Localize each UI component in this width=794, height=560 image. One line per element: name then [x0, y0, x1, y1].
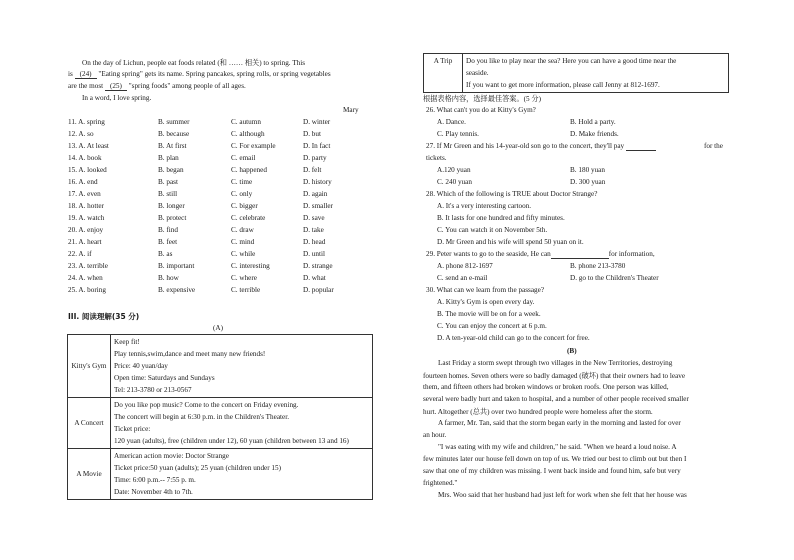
choice-option: C. although: [231, 130, 265, 138]
choice-option: B. important: [158, 262, 195, 270]
choice-option: B. began: [158, 166, 184, 174]
choice-option: B. expensive: [158, 286, 196, 294]
q26-option-c: C. Play tennis.: [437, 130, 479, 138]
choice-option: B. because: [158, 130, 190, 138]
choice-question: 24. A. when: [68, 274, 103, 282]
choice-option: C. bigger: [231, 202, 258, 210]
ad-table: [67, 334, 373, 500]
passage-b-line: frightened.": [423, 479, 458, 487]
passage-b-line: several were badly hurt and taken to hospital, and a number of other people received smaller: [423, 395, 689, 403]
q27-option-c: C. 240 yuan: [437, 178, 472, 186]
choice-option: D. save: [303, 214, 325, 222]
choice-option: B. longer: [158, 202, 185, 210]
choice-option: C. terrible: [231, 286, 261, 294]
choice-question: 19. A. watch: [68, 214, 105, 222]
choice-option: D. but: [303, 130, 321, 138]
choice-option: D. head: [303, 238, 326, 246]
choice-option: C. email: [231, 154, 256, 162]
blank-24: (24): [75, 70, 97, 79]
choice-option: D. strange: [303, 262, 333, 270]
choice-option: C. autumn: [231, 118, 261, 126]
question-27: 27. If Mr Green and his 14-year-old son go to the concert, they'll pay: [426, 142, 656, 151]
q30-option-c: C. You can enjoy the concert at 6 p.m.: [437, 322, 547, 330]
q29-option-b: B. phone 213-3780: [570, 262, 626, 270]
choice-option: D. smaller: [303, 202, 333, 210]
choice-option: B. plan: [158, 154, 179, 162]
q28-option-d: D. Mr Green and his wife will spend 50 yuan on it.: [437, 238, 584, 246]
choice-option: B. feet: [158, 238, 178, 246]
passage-b-line: "I was eating with my wife and children," he said. "When we heard a loud noise. A: [438, 443, 677, 451]
passage-b-line: them, and fifteen others had broken windows or broken roofs. One person was killed,: [423, 383, 669, 391]
choice-option: D. felt: [303, 166, 322, 174]
trip-label: A Trip: [424, 54, 463, 93]
choice-option: B. find: [158, 226, 178, 234]
choice-option: D. winter: [303, 118, 331, 126]
choice-option: C. time: [231, 178, 253, 186]
choice-option: C. while: [231, 250, 256, 258]
choice-option: C. mind: [231, 238, 255, 246]
passage-b-line: saw that one of my children was missing. I went back inside and found him, safe but very: [423, 467, 681, 475]
q27-option-a: A.120 yuan: [437, 166, 471, 174]
choice-option: B. still: [158, 190, 178, 198]
concert-details: Do you like pop music? Come to the concert on Friday evening. The concert will begin at 6:30 p.m. in the Children's Theater. Ticket price: 120 yuan (adults), free (children under 12), 60 yuan (children between 13 and 16): [111, 398, 373, 449]
instruction: 根据表格内容，选择最佳答案。(5 分): [423, 95, 541, 103]
choice-question: 22. A. if: [68, 250, 92, 258]
choice-question: 14. A. book: [68, 154, 102, 162]
table-row: [68, 335, 373, 398]
choice-question: 17. A. even: [68, 190, 101, 198]
choice-option: B. At first: [158, 142, 187, 150]
passage-b-line: fourteen homes. Seven others were so badly damaged (破坏) that their owners had to leave: [423, 372, 686, 380]
choice-question: 11. A. spring: [68, 118, 105, 126]
choice-option: B. past: [158, 178, 178, 186]
concert-label: A Concert: [68, 398, 111, 449]
q26-option-d: D. Make friends.: [570, 130, 619, 138]
choice-option: D. In fact: [303, 142, 331, 150]
trip-details: Do you like to play near the sea? Here you can have a good time near the seaside. If you want to get more information, please call Jenny at 812-1697.: [463, 54, 729, 93]
choice-option: D. party: [303, 154, 327, 162]
passage-line-1: On the day of Lichun, people eat foods related (和 …… 相关) to spring. This: [82, 59, 306, 67]
passage-line-4: In a word, I love spring.: [82, 94, 152, 102]
passage-line-3: are the most (25) "spring foods" among people of all ages.: [68, 82, 246, 90]
q30-option-d: D. A ten-year-old child can go to the concert for free.: [437, 334, 590, 342]
passage-b-line: A farmer, Mr. Tan, said that the storm began early in the morning and lasted for over: [438, 419, 681, 427]
choice-question: 20. A. enjoy: [68, 226, 104, 234]
passage-b-line: Mrs. Woo said that her husband had just left for work when she felt that her house was: [438, 491, 687, 499]
question-26: 26. What can't you do at Kitty's Gym?: [426, 106, 536, 114]
gym-details: Keep fit! Play tennis,swim,dance and meet many new friends! Price: 40 yuan/day Open time: Saturdays and Sundays Tel: 213-3780 or 213-0567: [111, 335, 373, 398]
choice-question: 23. A. terrible: [68, 262, 108, 270]
q27-option-d: D. 300 yuan: [570, 178, 606, 186]
passage-a-label: (A): [213, 324, 223, 332]
passage-b-label: (B): [567, 347, 577, 355]
trip-table: [423, 53, 729, 93]
question-27-cont: tickets.: [426, 154, 447, 162]
choice-question: 13. A. At least: [68, 142, 109, 150]
question-27-tail: for the: [704, 142, 723, 150]
choice-option: C. where: [231, 274, 257, 282]
gym-label: Kitty's Gym: [68, 335, 111, 398]
question-30: 30. What can we learn from the passage?: [426, 286, 545, 294]
table-row: [68, 449, 373, 500]
choice-option: D. history: [303, 178, 332, 186]
q30-option-b: B. The movie will be on for a week.: [437, 310, 541, 318]
blank-25: (25): [105, 82, 127, 91]
choice-question: 18. A. hotter: [68, 202, 104, 210]
q29-option-c: C. send an e-mail: [437, 274, 488, 282]
q27-option-b: B. 180 yuan: [570, 166, 605, 174]
choice-option: B. protect: [158, 214, 187, 222]
table-row: [424, 54, 729, 93]
choice-question: 12. A. so: [68, 130, 94, 138]
choice-question: 15. A. looked: [68, 166, 107, 174]
question-28: 28. Which of the following is TRUE about Doctor Strange?: [426, 190, 598, 198]
choice-option: C. draw: [231, 226, 254, 234]
choice-option: B. how: [158, 274, 179, 282]
choice-option: C. only: [231, 190, 253, 198]
choice-question: 25. A. boring: [68, 286, 106, 294]
movie-label: A Movie: [68, 449, 111, 500]
q29-option-d: D. go to the Children's Theater: [570, 274, 659, 282]
passage-b-line: few minutes later our house fell down on top of us. We tried our best to climb out but then I: [423, 455, 687, 463]
choice-question: 16. A. end: [68, 178, 98, 186]
passage-b-line: Last Friday a storm swept through two villages in the New Territories, destroying: [438, 359, 673, 367]
choice-option: C. interesting: [231, 262, 270, 270]
choice-option: D. what: [303, 274, 326, 282]
passage-b-line: an hour.: [423, 431, 447, 439]
choice-option: B. as: [158, 250, 173, 258]
table-row: [68, 398, 373, 449]
section-title: III. 阅读理解(35 分): [68, 312, 140, 321]
q30-option-a: A. Kitty's Gym is open every day.: [437, 298, 535, 306]
q26-option-a: A. Dance.: [437, 118, 466, 126]
blank-27: [626, 142, 656, 151]
choice-option: C. happened: [231, 166, 267, 174]
movie-details: American action movie: Doctor Strange Ticket price:50 yuan (adults); 25 yuan (children under 15) Time: 6:00 p.m.-- 7:55 p. m. Date: November 4th to 7th.: [111, 449, 373, 500]
q28-option-a: A. It's a very interesting cartoon.: [437, 202, 532, 210]
q28-option-b: B. It lasts for one hundred and fifty minutes.: [437, 214, 565, 222]
blank-29: [551, 250, 609, 259]
choice-option: C. celebrate: [231, 214, 266, 222]
choice-option: D. take: [303, 226, 324, 234]
q26-option-b: B. Hold a party.: [570, 118, 616, 126]
signature: Mary: [343, 106, 359, 114]
passage-line-2: is (24) "Eating spring" gets its name. Spring pancakes, spring rolls, or spring vegetables: [68, 70, 331, 78]
q29-option-a: A. phone 812-1697: [437, 262, 493, 270]
choice-question: 21. A. heart: [68, 238, 102, 246]
choice-option: D. popular: [303, 286, 334, 294]
question-29: 29. Peter wants to go to the seaside, He can for information,: [426, 250, 655, 258]
passage-b-line: hurt. Altogether (总共) over two hundred people were homeless after the storm.: [423, 408, 653, 416]
choice-option: D. until: [303, 250, 325, 258]
q28-option-c: C. You can watch it on November 5th.: [437, 226, 548, 234]
choice-option: B. summer: [158, 118, 190, 126]
choice-option: D. again: [303, 190, 328, 198]
choice-option: C. For example: [231, 142, 276, 150]
